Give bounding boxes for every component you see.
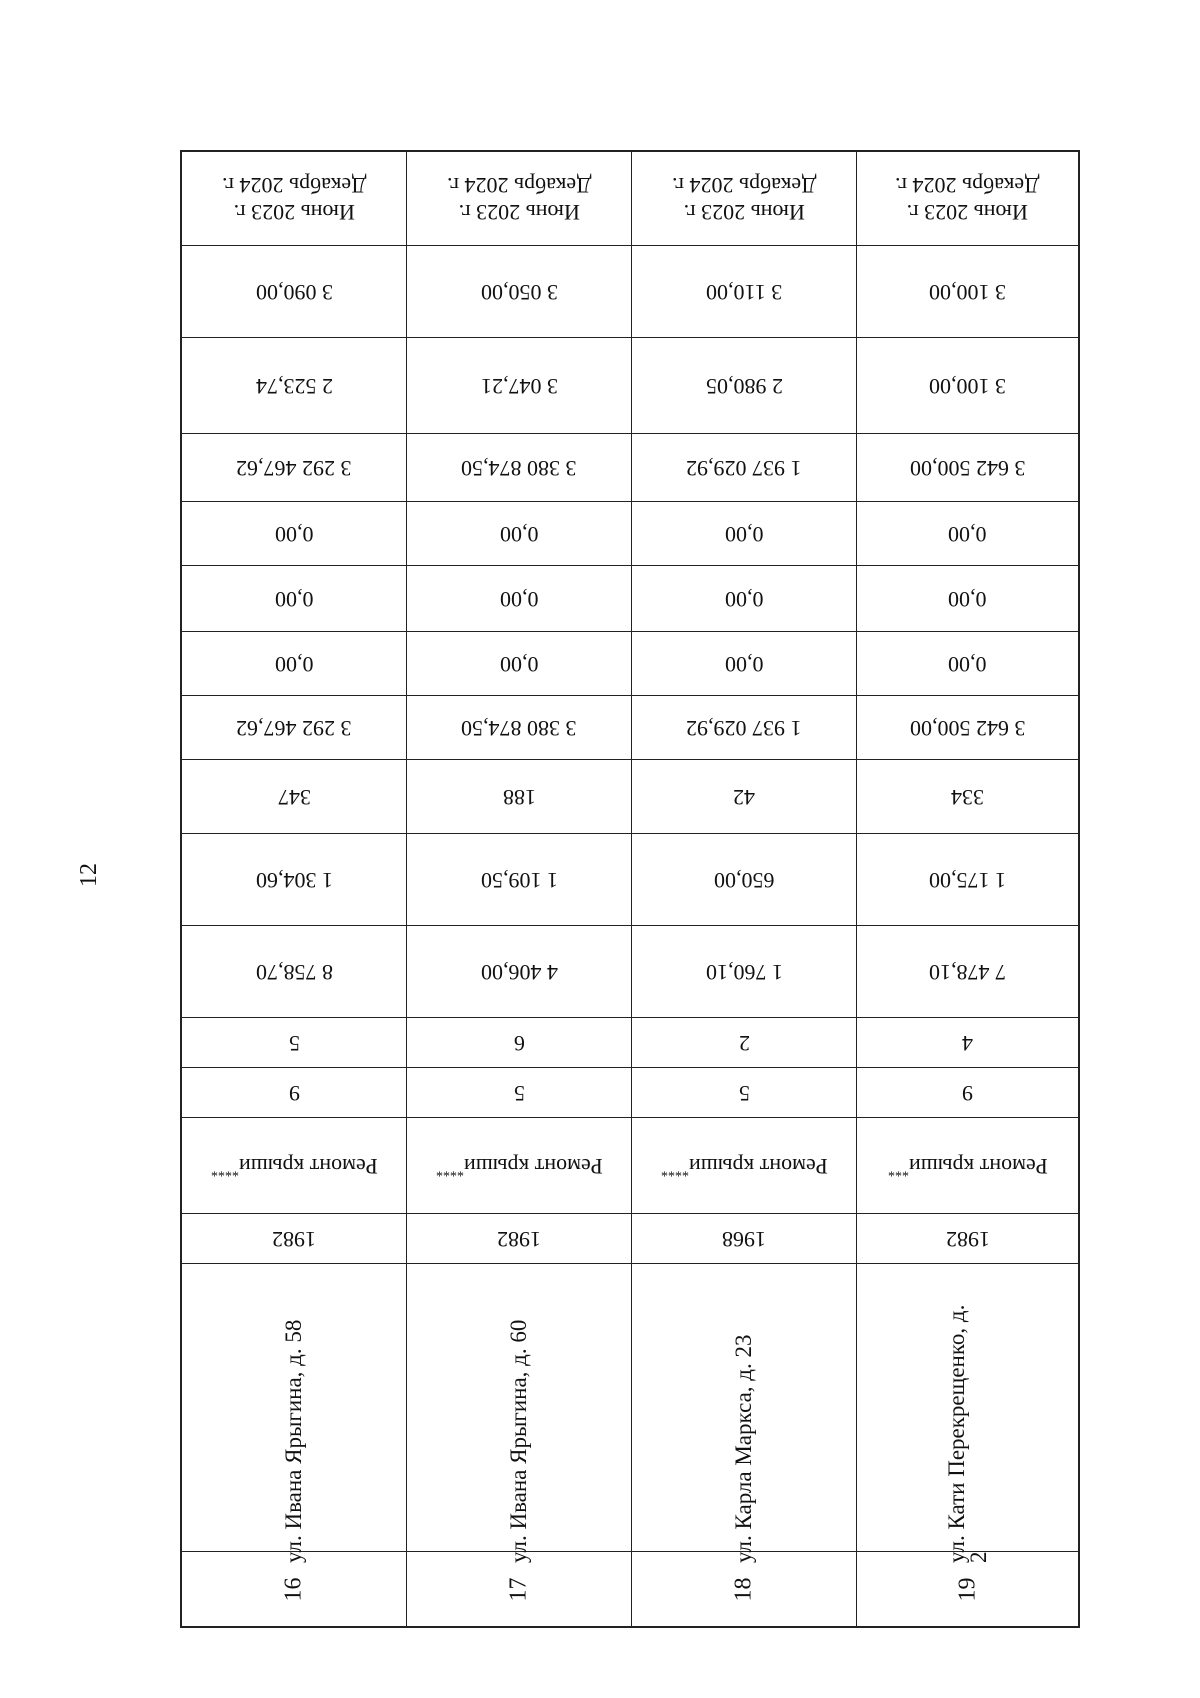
residents-cell: 188 [407, 760, 631, 834]
period-start: Июнь 2023 г. [906, 199, 1029, 225]
area-cell: 4 406,00 [407, 926, 631, 1018]
row-number: 19 [954, 1577, 980, 1601]
repair-schedule-table [180, 150, 1080, 1628]
unit-cost-cell: 2 523,74 [182, 338, 406, 434]
address-cell [407, 1264, 631, 1563]
work-type-cell: Ремонт крыши*** [857, 1118, 1078, 1214]
area-cell: 8 758,70 [182, 926, 406, 1018]
period-end: Декабрь 2024 г. [446, 172, 592, 198]
entrances-cell: 6 [407, 1018, 631, 1068]
own-funds-cell: 3 380 874,50 [407, 434, 631, 502]
row-number: 18 [730, 1577, 757, 1601]
row-number-cell [182, 1552, 406, 1626]
entrances-cell: 4 [857, 1018, 1078, 1068]
unit-cost-cell: 2 980,05 [632, 338, 856, 434]
period-cell [407, 152, 631, 246]
fund-a-cell: 0,00 [632, 632, 856, 696]
area-cell: 7 478,10 [857, 926, 1078, 1018]
roof-area-cell: 650,00 [632, 834, 856, 926]
year-cell: 1982 [182, 1214, 406, 1264]
work-type-cell: Ремонт крыши**** [407, 1118, 631, 1214]
floors-cell: 5 [407, 1068, 631, 1118]
work-type-cell: Ремонт крыши**** [182, 1118, 406, 1214]
own-funds-cell: 3 292 467,62 [182, 434, 406, 502]
fund-c-cell: 0,00 [632, 502, 856, 566]
unit-cost-cell: 3 100,00 [857, 338, 1078, 434]
fund-a-cell: 0,00 [407, 632, 631, 696]
table-row [857, 152, 1078, 1626]
fund-b-cell: 0,00 [857, 566, 1078, 632]
max-unit-cost-cell: 3 100,00 [857, 246, 1078, 338]
fund-c-cell: 0,00 [182, 502, 406, 566]
max-unit-cost-cell: 3 090,00 [182, 246, 406, 338]
year-cell: 1968 [632, 1214, 856, 1264]
fund-b-cell: 0,00 [407, 566, 631, 632]
total-cost-cell: 3 380 874,50 [407, 696, 631, 760]
floors-cell: 9 [857, 1068, 1078, 1118]
floors-cell: 9 [182, 1068, 406, 1118]
fund-a-cell: 0,00 [182, 632, 406, 696]
footnote-mark: **** [210, 1162, 239, 1178]
period-start: Июнь 2023 г. [683, 199, 805, 225]
page-number: 12 [76, 863, 102, 887]
total-cost-cell: 3 292 467,62 [182, 696, 406, 760]
row-number-cell [407, 1552, 631, 1626]
area-cell: 1 760,10 [632, 926, 856, 1018]
year-cell: 1982 [857, 1214, 1078, 1264]
period-start: Июнь 2023 г. [233, 199, 355, 225]
residents-cell: 42 [632, 760, 856, 834]
period-start: Июнь 2023 г. [458, 199, 580, 225]
roof-area-cell: 1 304,60 [182, 834, 406, 926]
work-type-cell: Ремонт крыши**** [632, 1118, 856, 1214]
total-cost-cell: 3 642 500,00 [857, 696, 1078, 760]
address-line-1: ул. Кати Перекрещенко, д. [943, 1304, 969, 1563]
fund-a-cell: 0,00 [857, 632, 1078, 696]
table-row [182, 152, 407, 1626]
table-row [407, 152, 632, 1626]
year-cell: 1982 [407, 1214, 631, 1264]
row-number-cell [857, 1552, 1078, 1626]
unit-cost-cell: 3 047,21 [407, 338, 631, 434]
residents-cell: 334 [857, 760, 1078, 834]
own-funds-cell: 3 642 500,00 [857, 434, 1078, 502]
row-number: 17 [505, 1577, 532, 1601]
address-cell [182, 1264, 406, 1563]
footnote-mark: *** [887, 1162, 909, 1178]
fund-c-cell: 0,00 [407, 502, 631, 566]
roof-area-cell: 1 175,00 [857, 834, 1078, 926]
max-unit-cost-cell: 3 110,00 [632, 246, 856, 338]
fund-b-cell: 0,00 [182, 566, 406, 632]
row-number-cell [632, 1552, 856, 1626]
period-end: Декабрь 2024 г. [221, 172, 367, 198]
max-unit-cost-cell: 3 050,00 [407, 246, 631, 338]
fund-c-cell: 0,00 [857, 502, 1078, 566]
period-cell [857, 152, 1078, 246]
footnote-mark: **** [435, 1162, 464, 1178]
footnote-mark: **** [660, 1162, 689, 1178]
period-end: Декабрь 2024 г. [895, 172, 1040, 198]
period-end: Декабрь 2024 г. [671, 172, 817, 198]
entrances-cell: 5 [182, 1018, 406, 1068]
total-cost-cell: 1 937 029,92 [632, 696, 856, 760]
address: ул. Ивана Ярыгина, д. 58 [281, 1319, 306, 1563]
table-row [632, 152, 857, 1626]
address-line-2: 2 [965, 1551, 991, 1563]
residents-cell: 347 [182, 760, 406, 834]
entrances-cell: 2 [632, 1018, 856, 1068]
own-funds-cell: 1 937 029,92 [632, 434, 856, 502]
period-cell [632, 152, 856, 246]
fund-b-cell: 0,00 [632, 566, 856, 632]
address-cell [857, 1264, 1078, 1563]
roof-area-cell: 1 109,50 [407, 834, 631, 926]
address: ул. Карла Маркса, д. 23 [731, 1333, 756, 1563]
address: ул. Ивана Ярыгина, д. 60 [506, 1319, 531, 1563]
address-cell [632, 1264, 856, 1563]
floors-cell: 5 [632, 1068, 856, 1118]
period-cell [182, 152, 406, 246]
row-number: 16 [280, 1577, 307, 1601]
